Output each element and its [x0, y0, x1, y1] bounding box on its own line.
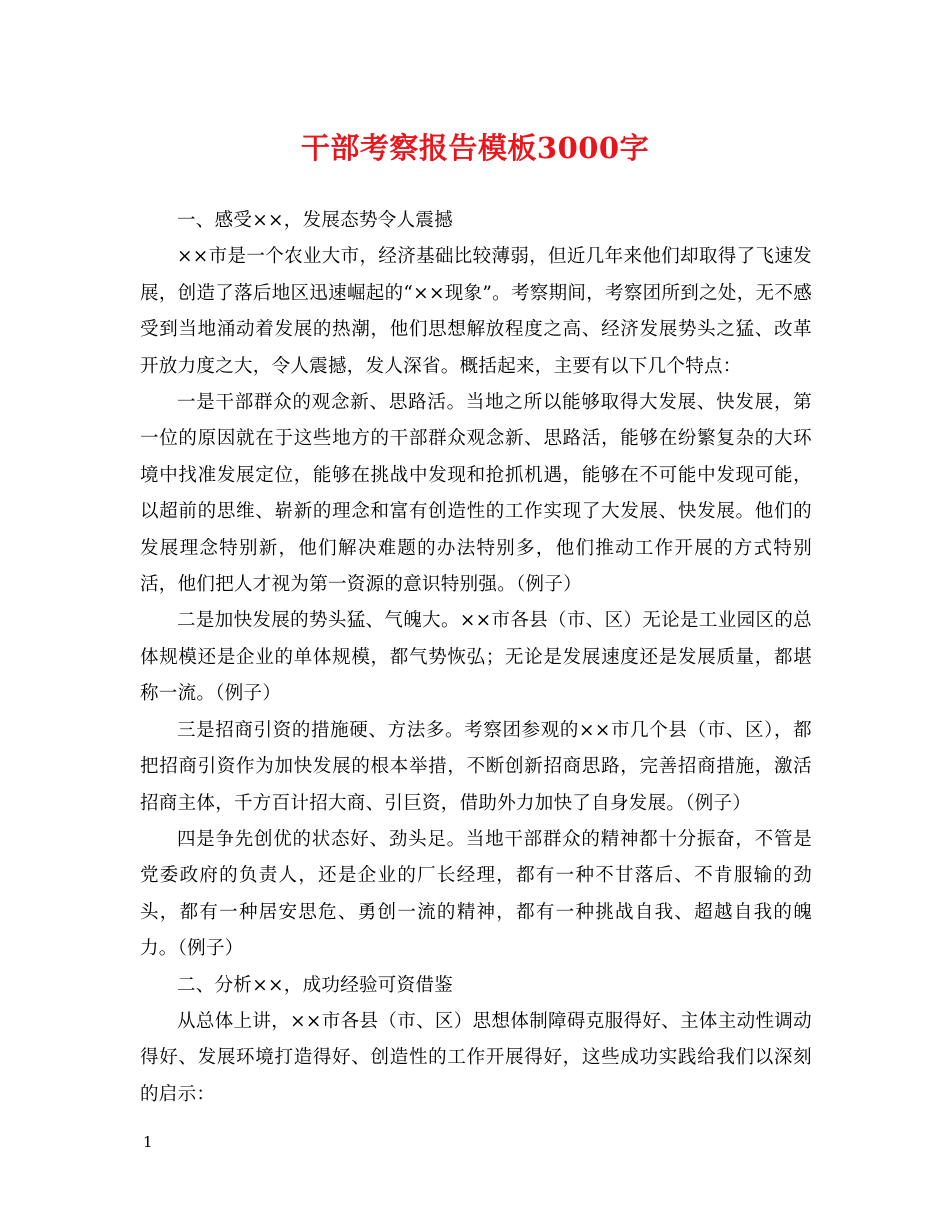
- section-heading-1: 一、感受××，发展态势令人震撼: [177, 210, 454, 231]
- paragraph-point-3: 三是招商引资的措施硬、方法多。考察团参观的××市几个县（市、区），都把招商引资作为加快发展的根本举措，不断创新招商思路，完善招商措施，激活招商主体，千方百计招大商、引巨资，借助外力加快了自身发展。（例子）: [140, 719, 812, 814]
- section-heading-2: 二、分析××，成功经验可资借鉴: [177, 974, 454, 996]
- document-title: 干部考察报告模板3000字: [300, 131, 650, 165]
- paragraph-point-4: 四是争先创优的状态好、劲头足。当地干部群众的精神都十分振奋，不管是党委政府的负责人，还是企业的厂长经理，都有一种不甘落后、不肯服输的劲头，都有一种居安思危、勇创一流的精神，都有一种挑战自我、超越自我的魄力。（例子）: [140, 828, 812, 960]
- page-number: 1: [143, 1133, 153, 1151]
- document-body: [140, 203, 812, 1113]
- paragraph-summary: 从总体上讲，××市各县（市、区）思想体制障碍克服得好、主体主动性调动得好、发展环境打造得好、创造性的工作开展得好，这些成功实践给我们以深刻的启示：: [140, 1010, 812, 1105]
- paragraph-point-1: 一是干部群众的观念新、思路活。当地之所以能够取得大发展、快发展，第一位的原因就在于这些地方的干部群众观念新、思路活，能够在纷繁复杂的大环境中找准发展定位，能够在挑战中发现和抢抓机遇，能够在不可能中发现可能，以超前的思维、崭新的理念和富有创造性的工作实现了大发展、快发展。他们的发展理念特别新，他们解决难题的办法特别多，他们推动工作开展的方式特别活，他们把人才视为第一资源的意识特别强。（例子）: [140, 392, 812, 596]
- paragraph-point-2: 二是加快发展的势头猛、气魄大。××市各县（市、区）无论是工业园区的总体规模还是企业的单体规模，都气势恢弘；无论是发展速度还是发展质量，都堪称一流。（例子）: [140, 610, 812, 705]
- paragraph-intro: ××市是一个农业大市，经济基础比较薄弱，但近几年来他们却取得了飞速发展，创造了落后地区迅速崛起的“××现象”。考察期间，考察团所到之处，无不感受到当地涌动着发展的热潮，他们思想解放程度之高、经济发展势头之猛、改革开放力度之大，令人震撼，发人深省。概括起来，主要有以下几个特点：: [140, 246, 812, 377]
